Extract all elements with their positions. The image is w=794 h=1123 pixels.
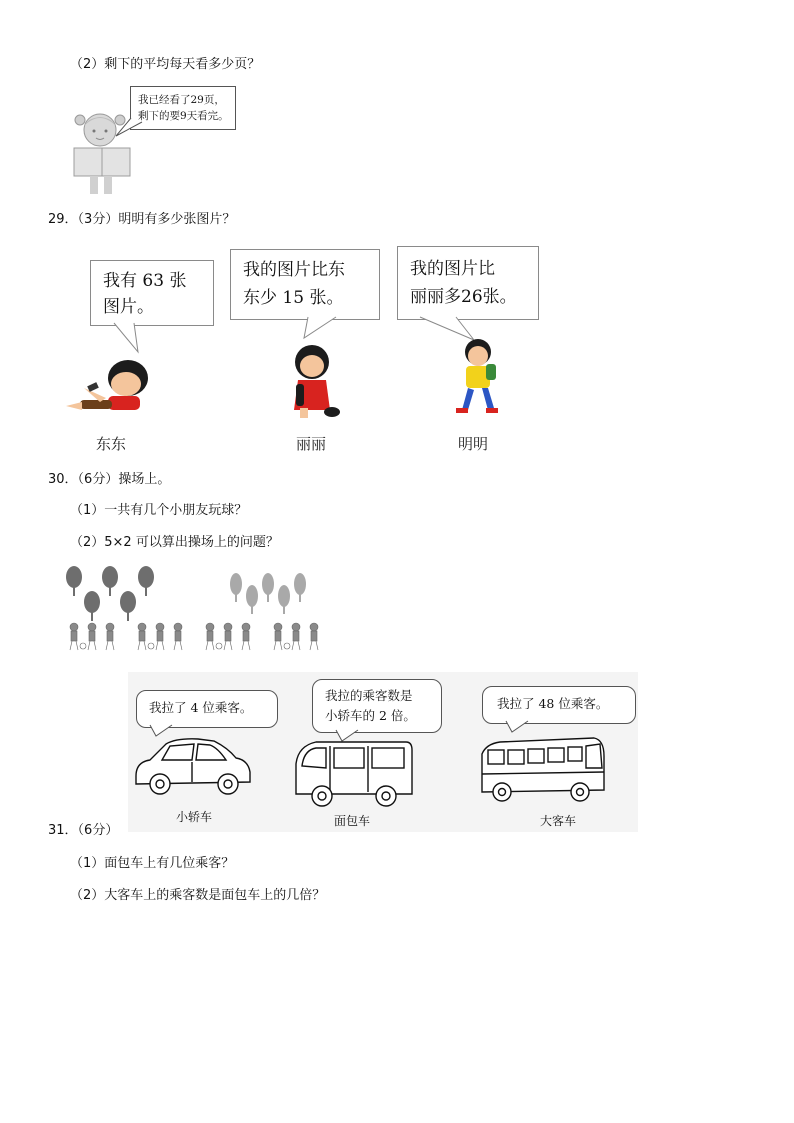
q31-part2: （2）大客车上的乘客数是面包车上的几倍？	[70, 888, 326, 903]
dongdong-bubble-line2: 图片。	[103, 297, 154, 317]
car-name: 小轿车	[176, 810, 213, 824]
q30-title: 30．（6分）操场上。	[48, 472, 171, 487]
bus-speech-bubble	[482, 686, 636, 724]
dongdong-bubble-tail	[112, 322, 142, 354]
q29-title: 29．（3分）明明有多少张图片？	[48, 212, 236, 227]
q31-part1: （1）面包车上有几位乘客？	[70, 856, 235, 871]
van-bubble-line1: 我拉的乘客数是	[325, 688, 413, 703]
car-drawing	[132, 732, 254, 800]
lili-bubble-tail	[300, 316, 340, 340]
q30-part1: （1）一共有几个小朋友玩球？	[70, 503, 248, 518]
bus-bubble-text: 我拉了 48 位乘客。	[497, 696, 609, 711]
q31-title: 31．（6分）	[48, 823, 119, 838]
q30-part2: （2）5×2 可以算出操场上的问题？	[70, 535, 279, 550]
dongdong-name: 东东	[96, 435, 127, 453]
lili-bubble-line2: 东少 15 张。	[243, 288, 344, 308]
dongdong-figure	[66, 354, 156, 420]
mingming-bubble-line1: 我的图片比	[410, 259, 495, 279]
bus-drawing	[480, 734, 608, 806]
q28-part2-text: （2）剩下的平均每天看多少页？	[70, 57, 261, 72]
q28-bubble-tail	[116, 118, 146, 138]
mingming-name: 明明	[458, 435, 489, 453]
van-name: 面包车	[334, 814, 371, 828]
van-speech-bubble	[312, 679, 442, 733]
q28-bubble-line2: 剩下的要9天看完。	[138, 110, 229, 122]
van-drawing	[292, 738, 416, 808]
car-speech-bubble	[136, 690, 278, 728]
lili-speech-bubble	[230, 249, 380, 320]
bus-bubble-tail	[506, 720, 536, 734]
mingming-speech-bubble	[397, 246, 539, 320]
van-bubble-line2: 小轿车的 2 倍。	[325, 708, 416, 723]
dongdong-speech-bubble	[90, 260, 214, 326]
lili-name: 丽丽	[296, 435, 327, 453]
bus-name: 大客车	[540, 814, 577, 828]
children-playing-ball	[66, 620, 326, 654]
mingming-figure	[452, 334, 502, 418]
lili-bubble-line1: 我的图片比东	[243, 260, 345, 280]
car-bubble-text: 我拉了 4 位乘客。	[149, 700, 253, 715]
dark-trees-group	[62, 564, 162, 626]
dongdong-bubble-line1: 我有 63 张	[103, 271, 187, 291]
light-trees-group	[228, 570, 312, 620]
lili-figure	[284, 344, 344, 420]
q28-bubble-line1: 我已经看了29页，	[138, 94, 225, 106]
mingming-bubble-line2: 丽丽多26张。	[410, 287, 517, 307]
